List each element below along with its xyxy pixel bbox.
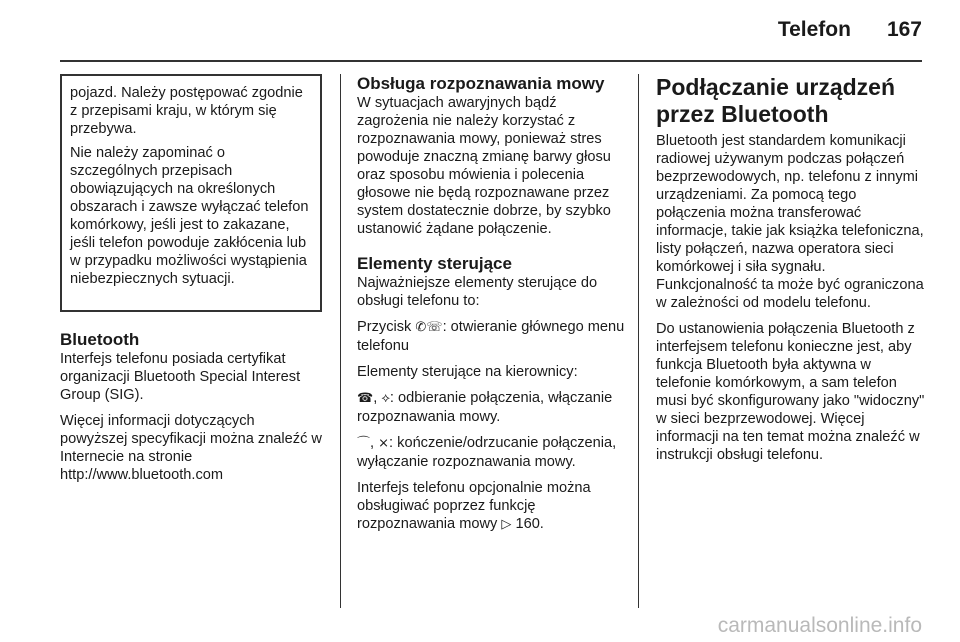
column-3 — [656, 74, 926, 472]
pairing-paragraph-2: Do ustanowienia połączenia Bluetooth z interfejsem telefonu konieczne jest, aby funkcja Bluetooth była aktywna w telefonie komórkowym, a sam telefon musi być skonfigurowany jako "widoczny" w sieci bezprzewodowej. Więcej informacji na ten temat można znaleźć w instrukcji obsługi telefonu. — [656, 321, 925, 463]
bluetooth-paragraph-2: Więcej informacji dotyczących powyższej specyfikacji można znaleźć w Internecie na stronie http://www.bluetooth.com — [60, 413, 322, 483]
page-number: 167 — [886, 18, 922, 41]
end-item: ⌒, ⨯: kończenie/odrzucanie połączenia, wyłączanie rozpoznawania mowy. — [357, 435, 617, 470]
voice-control-icon: ⟡ — [381, 391, 390, 406]
warning-box — [60, 74, 322, 312]
end-call-icon: ⌒ — [357, 436, 371, 451]
watermark: carmanualsonline.info — [717, 614, 922, 637]
optional-voice-text: Interfejs telefonu opcjonalnie można obsługiwać poprzez funkcję rozpoznawania mowy ▷ 160. — [357, 480, 591, 532]
phone-button-icon: ✆ — [415, 320, 427, 335]
answer-call-icon: ☎ — [357, 391, 374, 406]
bluetooth-paragraph-1: Interfejs telefonu posiada certyfikat organizacji Bluetooth Special Interest Group (SIG). — [60, 351, 301, 403]
voice-heading: Obsługa rozpoznawania mowy — [357, 74, 605, 93]
column-divider-2 — [638, 74, 639, 608]
mute-voice-icon: ⨯ — [378, 436, 390, 451]
bluetooth-heading: Bluetooth — [60, 330, 140, 349]
page-header — [778, 18, 922, 48]
column-1 — [60, 74, 322, 492]
column-2 — [357, 74, 625, 542]
pairing-paragraph-1: Bluetooth jest standardem komunikacji radiowej używanym podczas połączeń bezprzewodowych, np. telefonu z innymi urządzeniami. Za pomocą tego połączenia można transferować informacje, takie jak książka telefoniczna, listy połączeń, nazwa operatora sieci komórkowej i siła sygnału. Funkcjonalność ta może być ograniczona w zależności od modelu telefonu. — [656, 133, 924, 311]
controls-heading: Elementy sterujące — [357, 254, 512, 273]
phone-button-alt-icon: ☏ — [426, 320, 443, 335]
page-reference-icon: ▷ — [501, 517, 512, 532]
phone-button-item: Przycisk ✆☏: otwieranie głównego menu telefonu — [357, 319, 625, 354]
answer-item: ☎, ⟡: odbieranie połączenia, włączanie rozpoznawania mowy. — [357, 390, 613, 425]
page-title: Telefon — [777, 18, 851, 41]
controls-intro: Najważniejsze elementy sterujące do obsługi telefonu to: — [357, 275, 598, 309]
bluetooth-section — [60, 330, 322, 484]
steering-label: Elementy sterujące na kierownicy: — [357, 364, 578, 380]
warning-paragraph-2: Nie należy zapominać o szczególnych przepisach obowiązujących na określonych obszarach i zawsze wyłączać telefon komórkowy, jeśli jest to zakazane, jeśli telefon powoduje zakłócenia lub w przypadku możliwości wystąpienia niebezpiecznych sytuacji. — [70, 145, 309, 287]
pairing-heading: Podłączanie urządzeń przez Bluetooth — [656, 74, 896, 127]
column-divider-1 — [340, 74, 341, 608]
warning-paragraph-1: pojazd. Należy postępować zgodnie z przepisami kraju, w którym się przebywa. — [70, 85, 303, 137]
header-rule — [60, 60, 922, 62]
controls-section — [357, 254, 625, 534]
voice-text: W sytuacjach awaryjnych bądź zagrożenia nie należy korzystać z rozpoznawania mowy, ponieważ stres powoduje znaczną zmianę barwy głosu oraz sposobu mówienia i polecenia głosowe nie będą rozpoznawane przez system dostatecznie dobrze, by szybko ustanowić żądane połączenie. — [357, 95, 611, 237]
